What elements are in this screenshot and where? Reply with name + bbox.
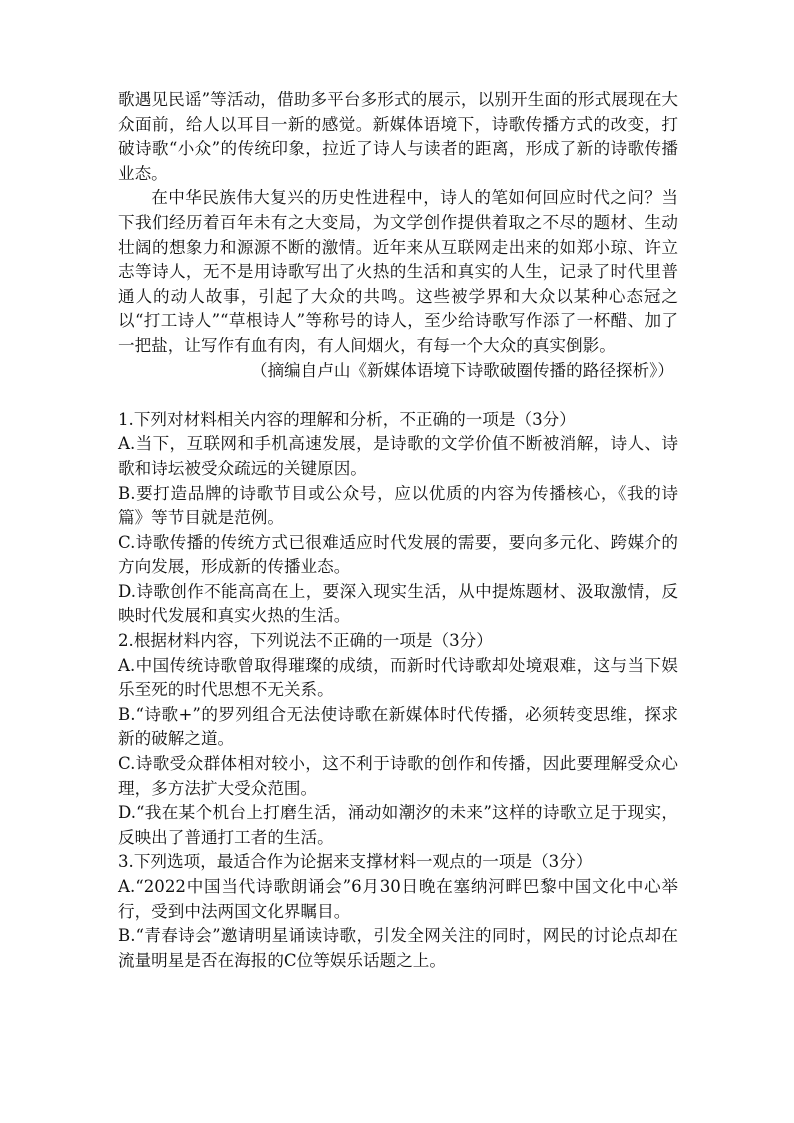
- question-2: [118, 629, 678, 850]
- question-list: [118, 408, 678, 974]
- question-2-stem: 2.根据材料内容，下列说法不正确的一项是（3分）: [118, 631, 493, 651]
- passage-paragraph-1: 歌遇见民谣”等活动，借助多平台多形式的展示，以别开生面的形式展现在大众面前，给人以耳目一新的感觉。新媒体语境下，诗歌传播方式的改变，打破诗歌“小众”的传统印象，拉近了诗人与读者的距离，形成了新的诗歌传播业态。: [118, 90, 678, 183]
- passage-citation: （摘编自卢山《新媒体语境下诗歌破圈传播的路径探析》）: [250, 360, 674, 380]
- passage-paragraph-2: 在中华民族伟大复兴的历史性进程中，诗人的笔如何回应时代之问？当下我们经历着百年未有之大变局，为文学创作提供着取之不尽的题材、生动壮阔的想象力和源源不断的激情。近年来从互联网走出来的如郑小琼、许立志等诗人，无不是用诗歌写出了火热的生活和真实的人生，记录了时代里普通人的动人故事，引起了大众的共鸣。这些被学界和大众以某种心态冠之以“打工诗人”“草根诗人”等称号的诗人，至少给诗歌写作添了一杯醋、加了一把盐，让写作有血有肉，有人间烟火，有每一个大众的真实倒影。: [118, 188, 678, 355]
- document-page: [118, 88, 678, 973]
- question-2-option-a: A.中国传统诗歌曾取得璀璨的成绩，而新时代诗歌却处境艰难，这与当下娱乐至死的时代思想不无关系。: [118, 655, 678, 700]
- question-1-option-d: D.诗歌创作不能高高在上，要深入现实生活，从中提炼题材、汲取激情，反映时代发展和真实火热的生活。: [118, 581, 678, 626]
- passage: [118, 88, 678, 383]
- question-3: [118, 850, 678, 973]
- question-1-option-c: C.诗歌传播的传统方式已很难适应时代发展的需要，要向多元化、跨媒介的方向发展，形成新的传播业态。: [118, 532, 678, 577]
- question-1-option-a: A.当下，互联网和手机高速发展，是诗歌的文学价值不断被消解，诗人、诗歌和诗坛被受众疏远的关键原因。: [118, 434, 678, 478]
- question-2-option-d: D.“我在某个机台上打磨生活，涌动如潮汐的未来”这样的诗歌立足于现实，反映出了普通打工者的生活。: [118, 803, 678, 847]
- question-1-stem: 1.下列对材料相关内容的理解和分析，不正确的一项是（3分）: [118, 409, 576, 429]
- question-3-option-b: B.“青春诗会”邀请明星诵读诗歌，引发全网关注的同时，网民的讨论点却在流量明星是否在海报的C位等娱乐话题之上。: [118, 926, 678, 970]
- section-gap: [118, 383, 678, 408]
- question-1-option-b: B.要打造品牌的诗歌节目或公众号，应以优质的内容为传播核心，《我的诗篇》等节目就是范例。: [118, 483, 678, 528]
- question-1: [118, 408, 678, 629]
- question-3-option-a: A.“2022中国当代诗歌朗诵会”6月30日晚在塞纳河畔巴黎中国文化中心举行，受到中法两国文化界瞩目。: [118, 877, 678, 921]
- question-3-stem: 3.下列选项，最适合作为论据来支撑材料一观点的一项是（3分）: [118, 852, 593, 872]
- question-2-option-b: B.“诗歌+”的罗列组合无法使诗歌在新媒体时代传播，必须转变思维，探求新的破解之道。: [118, 704, 678, 749]
- question-2-option-c: C.诗歌受众群体相对较小，这不利于诗歌的创作和传播，因此要理解受众心理，多方法扩大受众范围。: [118, 754, 678, 798]
